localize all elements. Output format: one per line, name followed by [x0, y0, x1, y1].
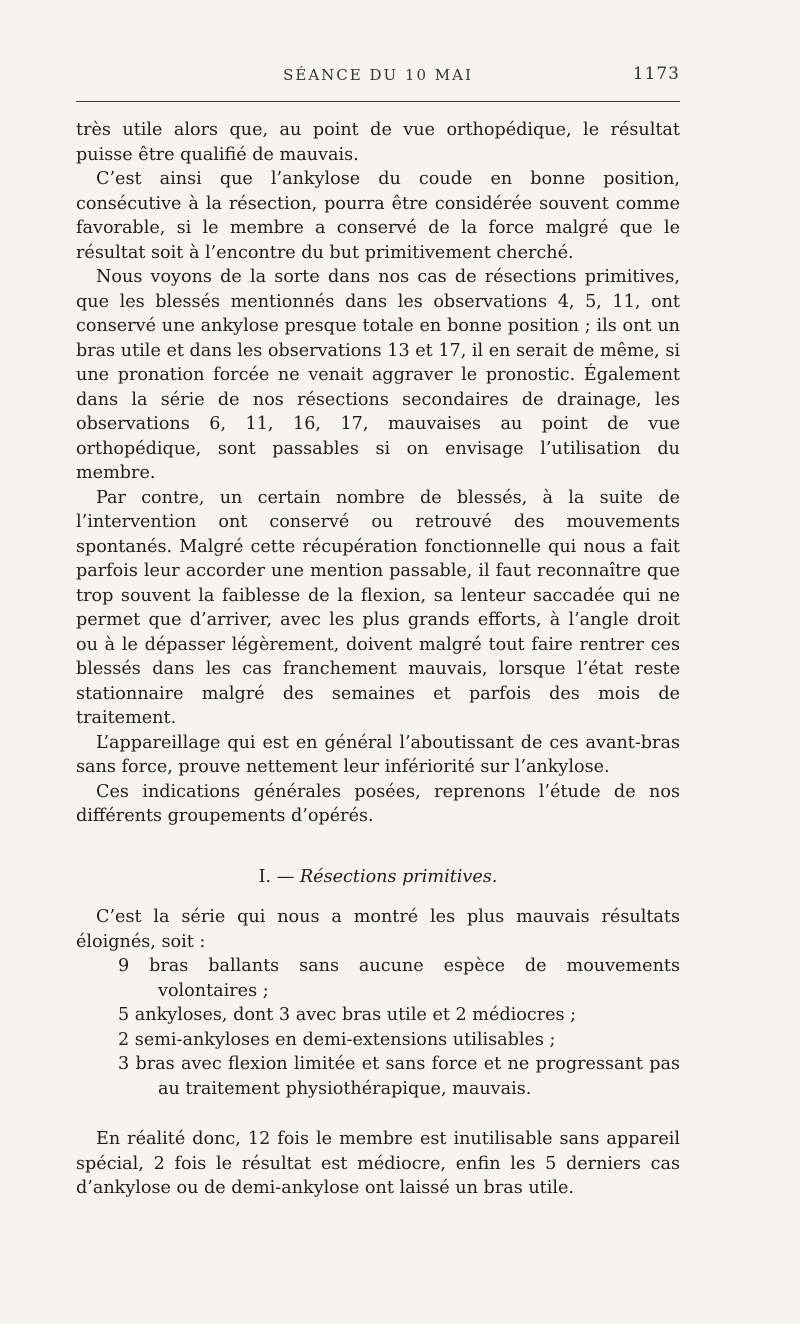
paragraph: très utile alors que, au point de vue orthopédique, le résultat puisse être qualifié de mauvais.	[76, 120, 680, 165]
results-list	[76, 954, 680, 1101]
list-item: 9 bras ballants sans aucune espèce de mouvements volontaires ;	[118, 956, 680, 1001]
header-title: SÉANCE DU 10 MAI	[283, 66, 473, 84]
paragraph: Ces indications générales posées, reprenons l’étude de nos différents groupements d’opérés.	[76, 781, 680, 826]
section-intro: C’est la série qui nous a montré les plus mauvais résultats éloignés, soit :	[76, 907, 680, 952]
section-heading	[76, 865, 680, 890]
header-rule	[76, 101, 680, 102]
conclusion-paragraph: En réalité donc, 12 fois le membre est inutilisable sans appareil spécial, 2 fois le résultat est médiocre, enfin les 5 derniers cas d’ankylose ou de demi-ankylose ont laissé un bras utile.	[76, 1129, 680, 1198]
paragraph: Nous voyons de la sorte dans nos cas de résections primitives, que les blessés mentionnés dans les observations 4, 5, 11, ont conservé une ankylose presque totale en bonne position ; ils ont un bras utile et dans les observations 13 et 17, il en serait de même, si une pronation forcée ne venait aggraver le pronostic. Également dans la série de nos résections secondaires de drainage, les observations 6, 11, 16, 17, mauvaises au point de vue orthopédique, sont passables si on envisage l’utilisation du membre.	[76, 267, 680, 483]
list-item: 5 ankyloses, dont 3 avec bras utile et 2 médiocres ;	[118, 1005, 577, 1025]
page-body	[76, 118, 680, 1201]
paragraph: Par contre, un certain nombre de blessés, à la suite de l’intervention ont conservé ou retrouvé des mouvements spontanés. Malgré cette récupération fonctionnelle qui nous a fait parfois leur accorder une mention passable, il faut reconnaître que trop souvent la faiblesse de la flexion, sa lenteur saccadée qui ne permet que d’arriver, avec les plus grands efforts, à l’angle droit ou à le dépasser légèrement, doivent malgré tout faire rentrer ces blessés dans les cas franchement mauvais, lorsque l’état reste stationnaire malgré des semaines et parfois des mois de traitement.	[76, 487, 680, 728]
page-number: 1173	[632, 64, 680, 84]
section-title: Résections primitives.	[299, 866, 498, 887]
section-number: I. —	[258, 866, 295, 887]
paragraph: C’est ainsi que l’ankylose du coude en bonne position, consécutive à la résection, pourra être considérée souvent comme favorable, si le membre a conservé de la force malgré que le résultat soit à l’encontre du but primitivement cherché.	[76, 169, 680, 263]
list-item: 3 bras avec flexion limitée et sans force et ne progressant pas au traitement physiothérapique, mauvais.	[118, 1054, 680, 1099]
list-item: 2 semi-ankyloses en demi-extensions utilisables ;	[118, 1029, 556, 1050]
paragraph: L’appareillage qui est en général l’aboutissant de ces avant-bras sans force, prouve nettement leur infériorité sur l’ankylose.	[76, 732, 680, 777]
running-header	[76, 62, 680, 88]
